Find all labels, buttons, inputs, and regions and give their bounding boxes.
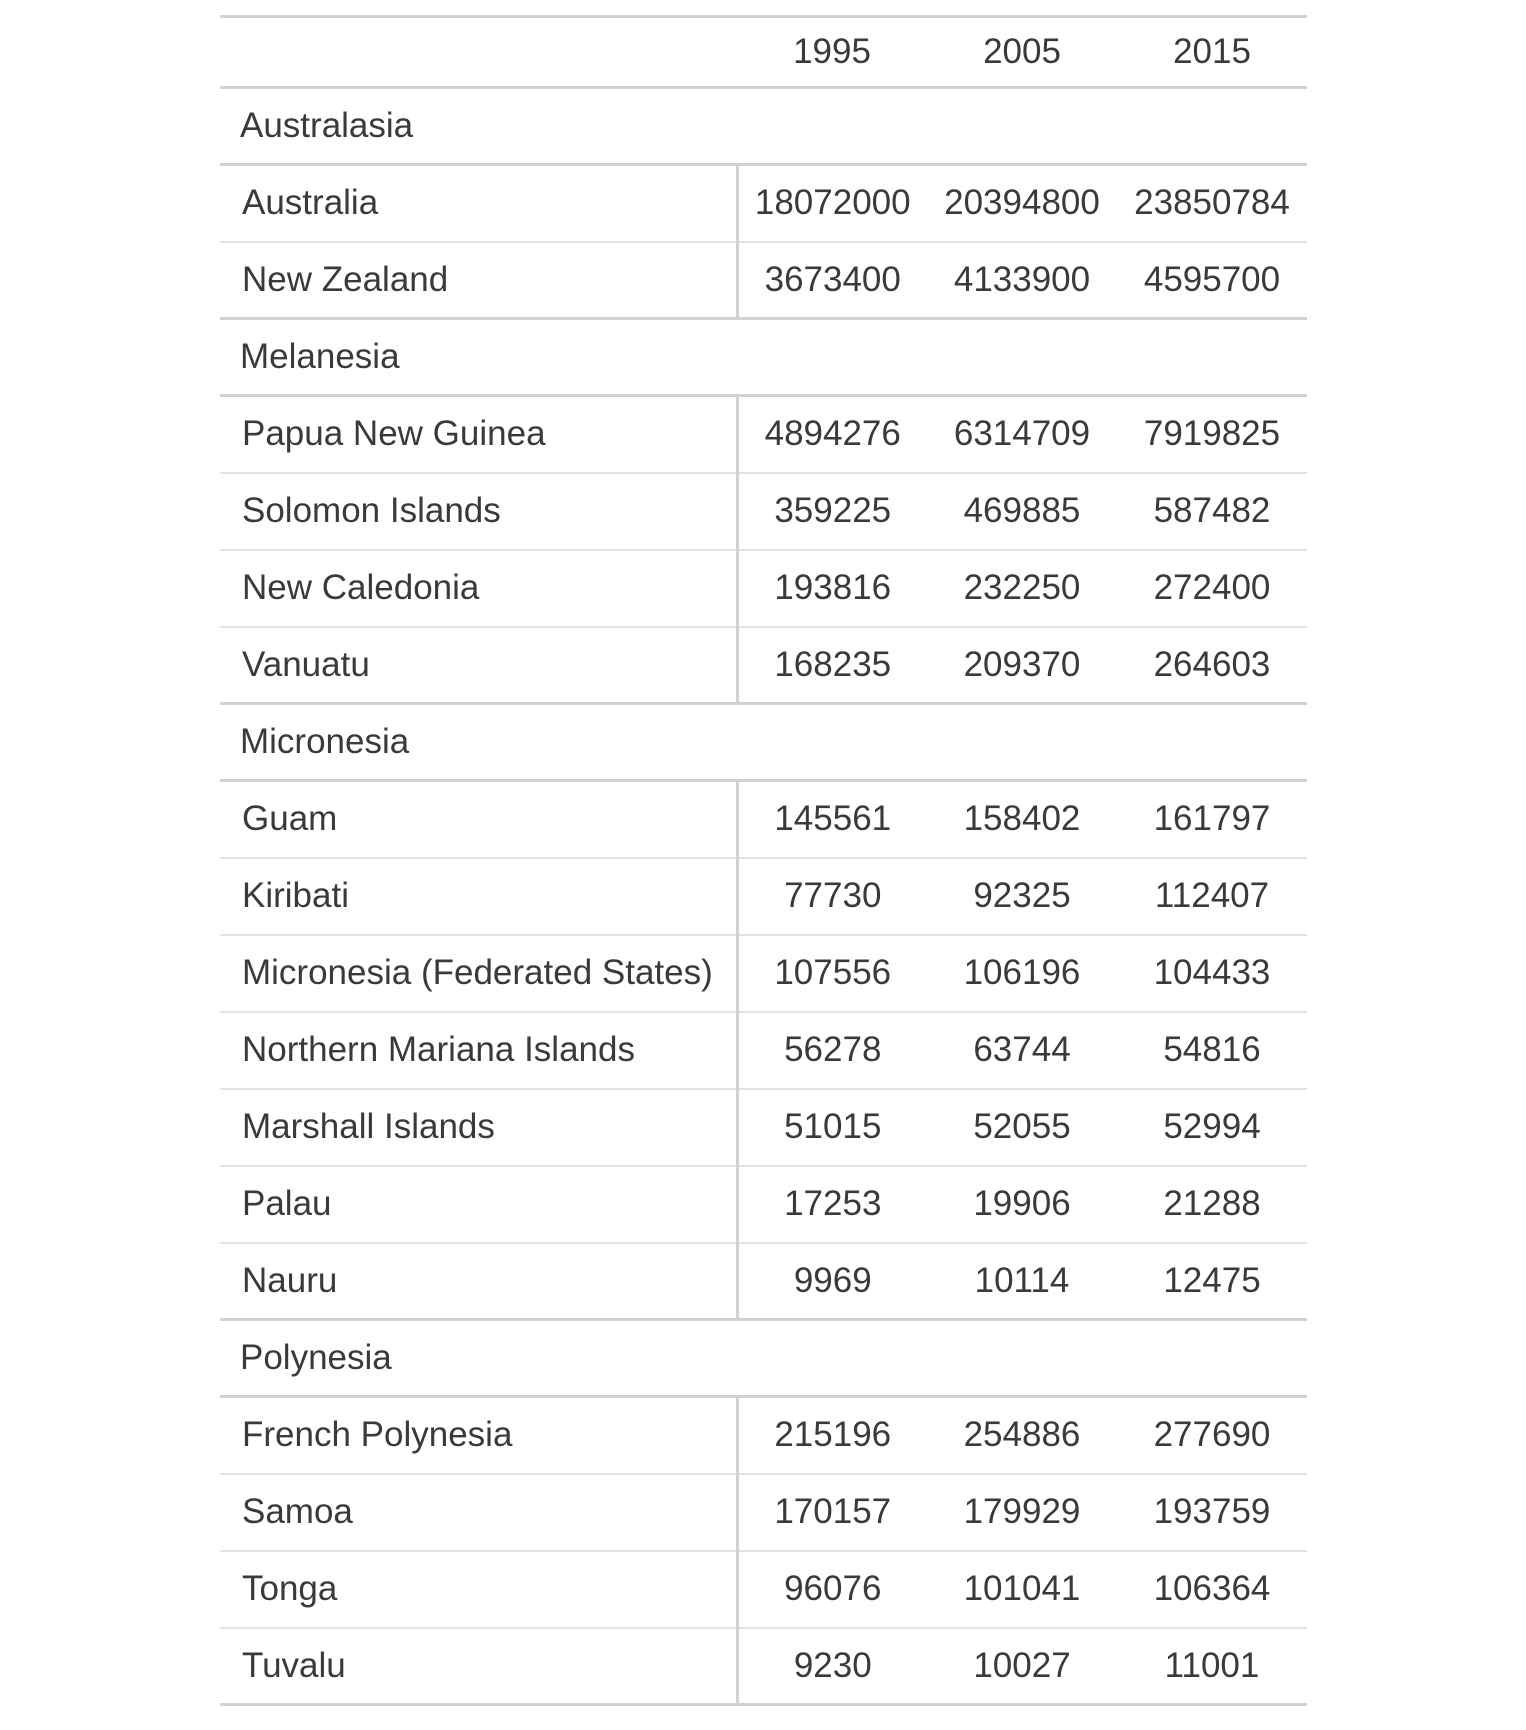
column-header-1995: 1995: [793, 32, 871, 71]
population-value-cell: 4133900: [953, 259, 1091, 299]
group-row: [220, 704, 1307, 781]
population-value-cell: 168235: [774, 644, 892, 684]
population-value-cell: 9230: [793, 1645, 872, 1685]
population-value-cell: 63744: [973, 1030, 1071, 1069]
table-row: [220, 627, 1307, 704]
population-value-cell: 3673400: [764, 259, 901, 299]
country-name-cell: Palau: [220, 1166, 737, 1243]
group-label: Australasia: [240, 106, 414, 145]
population-table: [220, 15, 1307, 1706]
table-header: [220, 17, 1307, 88]
population-value-cell: 264603: [1153, 644, 1271, 684]
country-name-cell: Marshall Islands: [220, 1089, 737, 1166]
table-row: [220, 1474, 1307, 1551]
country-name-cell: French Polynesia: [220, 1397, 737, 1474]
population-value-cell: 193816: [774, 568, 892, 607]
country-name-cell: Vanuatu: [220, 627, 737, 704]
population-value-cell: 6314709: [953, 414, 1091, 454]
group-label: Melanesia: [240, 337, 400, 376]
population-value-cell: 587482: [1153, 491, 1271, 530]
population-value-cell: 11001: [1164, 1645, 1260, 1685]
population-value-cell: 19906: [973, 1184, 1071, 1223]
table-row: [220, 165, 1307, 242]
country-name-cell: Northern Mariana Islands: [220, 1012, 737, 1089]
table-row: [220, 396, 1307, 473]
population-value-cell: 272400: [1153, 568, 1271, 607]
population-value-cell: 254886: [963, 1415, 1081, 1455]
country-name-cell: Nauru: [220, 1243, 737, 1320]
header-row: [220, 17, 1307, 88]
population-value-cell: 92325: [973, 876, 1071, 915]
table-row: [220, 1628, 1307, 1705]
population-value-cell: 193759: [1153, 1492, 1271, 1531]
population-value-cell: 21288: [1163, 1184, 1261, 1223]
country-name-cell: Samoa: [220, 1474, 737, 1551]
table-row: [220, 1089, 1307, 1166]
table-row: [220, 550, 1307, 627]
population-value-cell: 12475: [1163, 1260, 1261, 1300]
population-value-cell: 145561: [774, 799, 892, 839]
table-row: [220, 781, 1307, 858]
table-row: [220, 1166, 1307, 1243]
table-row: [220, 858, 1307, 935]
table-row: [220, 473, 1307, 550]
population-value-cell: 107556: [774, 953, 892, 992]
population-value-cell: 277690: [1153, 1415, 1271, 1455]
table-row: [220, 935, 1307, 1012]
population-value-cell: 161797: [1153, 799, 1271, 839]
population-value-cell: 10027: [973, 1645, 1071, 1685]
population-value-cell: 158402: [963, 799, 1081, 839]
table-body: [220, 88, 1307, 1705]
population-value-cell: 101041: [963, 1569, 1081, 1608]
population-value-cell: 77730: [784, 876, 882, 915]
group-row: [220, 88, 1307, 165]
population-value-cell: 7919825: [1143, 414, 1281, 454]
population-value-cell: 51015: [784, 1107, 882, 1146]
population-value-cell: 469885: [963, 491, 1081, 530]
population-value-cell: 209370: [963, 644, 1081, 684]
country-name-cell: Guam: [220, 781, 737, 858]
population-value-cell: 106364: [1153, 1569, 1271, 1608]
population-value-cell: 17253: [784, 1184, 882, 1223]
population-value-cell: 170157: [774, 1492, 892, 1531]
column-header-2005: 2005: [983, 32, 1061, 71]
country-name-cell: Solomon Islands: [220, 473, 737, 550]
population-value-cell: 20394800: [944, 183, 1100, 223]
group-row: [220, 319, 1307, 396]
population-value-cell: 10114: [974, 1260, 1070, 1300]
population-value-cell: 52994: [1163, 1107, 1261, 1146]
population-value-cell: 112407: [1154, 876, 1270, 915]
country-name-cell: Micronesia (Federated States): [220, 935, 737, 1012]
population-value-cell: 104433: [1153, 953, 1271, 992]
population-value-cell: 9969: [793, 1260, 872, 1300]
population-value-cell: 179929: [963, 1492, 1081, 1531]
corner-cell: [220, 17, 737, 88]
table-row: [220, 1012, 1307, 1089]
country-name-cell: Papua New Guinea: [220, 396, 737, 473]
population-value-cell: 56278: [784, 1030, 882, 1069]
population-value-cell: 215196: [774, 1415, 892, 1455]
group-label: Polynesia: [240, 1338, 392, 1377]
population-value-cell: 106196: [963, 953, 1081, 992]
population-value-cell: 96076: [784, 1569, 882, 1608]
population-value-cell: 4595700: [1143, 259, 1281, 299]
population-table-container: [220, 15, 1307, 1706]
column-header-2015: 2015: [1173, 32, 1251, 71]
country-name-cell: Australia: [220, 165, 737, 242]
population-value-cell: 54816: [1163, 1030, 1261, 1069]
population-value-cell: 52055: [973, 1107, 1071, 1146]
table-row: [220, 1243, 1307, 1320]
group-label: Micronesia: [240, 722, 410, 761]
population-value-cell: 18072000: [754, 183, 911, 223]
table-row: [220, 242, 1307, 319]
population-value-cell: 23850784: [1134, 183, 1290, 223]
country-name-cell: Tonga: [220, 1551, 737, 1628]
table-row: [220, 1551, 1307, 1628]
country-name-cell: New Zealand: [220, 242, 737, 319]
population-value-cell: 4894276: [764, 414, 901, 454]
country-name-cell: Tuvalu: [220, 1628, 737, 1705]
table-row: [220, 1397, 1307, 1474]
group-row: [220, 1320, 1307, 1397]
country-name-cell: New Caledonia: [220, 550, 737, 627]
country-name-cell: Kiribati: [220, 858, 737, 935]
population-value-cell: 232250: [963, 568, 1081, 607]
population-value-cell: 359225: [774, 491, 892, 530]
